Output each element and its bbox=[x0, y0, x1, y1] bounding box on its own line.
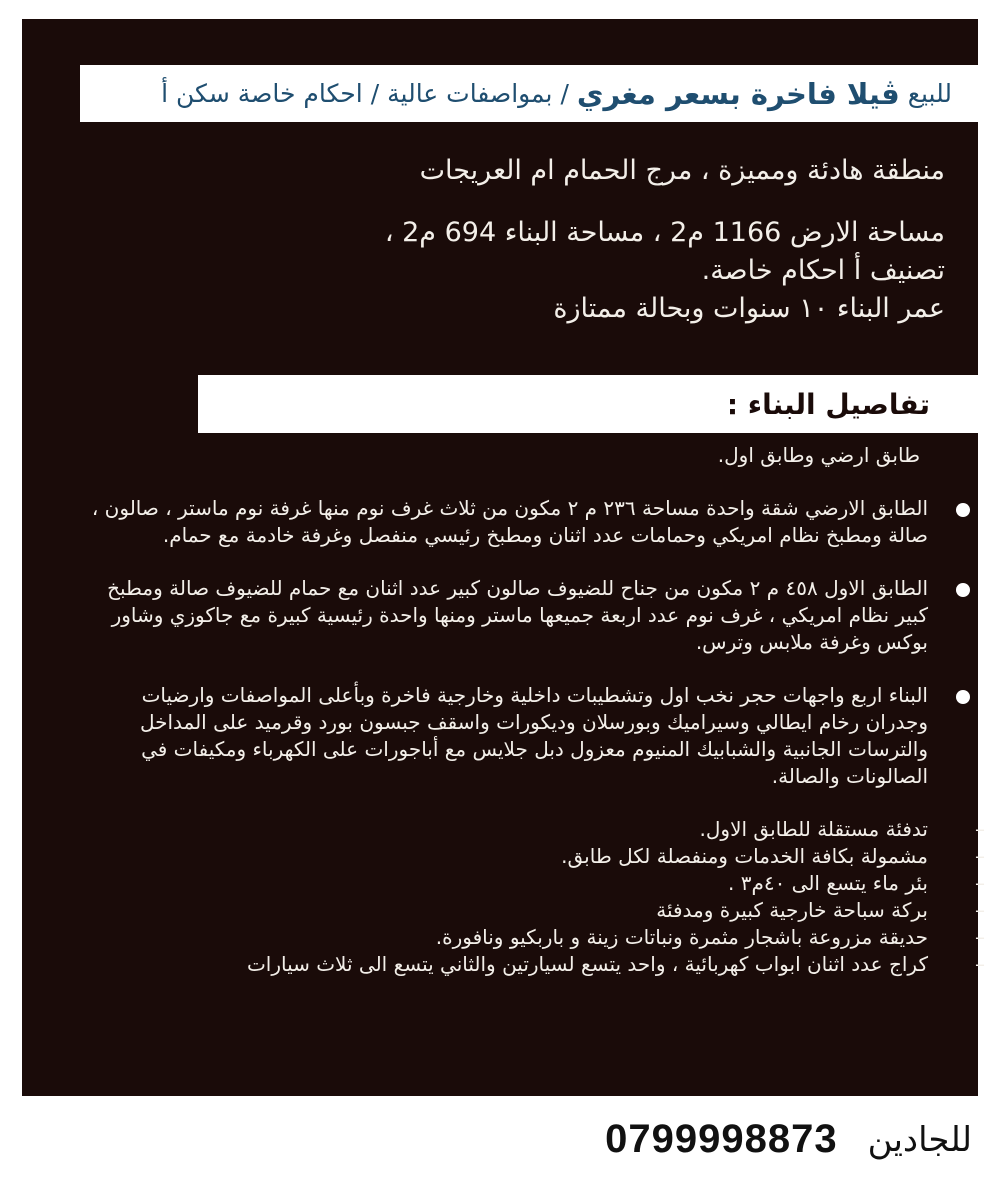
feature-item bbox=[78, 897, 985, 924]
dash-icon: – bbox=[975, 898, 985, 922]
feature-text: مشمولة بكافة الخدمات ومنفصلة لكل طابق. bbox=[561, 844, 928, 868]
feature-item bbox=[78, 951, 985, 978]
floors-lead: طابق ارضي وطابق اول. bbox=[717, 443, 920, 467]
dash-icon: – bbox=[975, 952, 985, 976]
classification-text: تصنيف أ احكام خاصة. bbox=[701, 255, 945, 286]
features-list bbox=[78, 816, 985, 978]
bullet-text: الطابق الارضي شقة واحدة مساحة ٢٣٦ م ٢ مكون من ثلاث غرف نوم منها غرفة نوم ماستر ، صالون ، صالة ومطبخ نظام امريكي وحمامات عدد اثنان ومطبخ رئيسي منفصل وغرفة خادمة مع حمام. bbox=[91, 496, 928, 547]
bullet-item bbox=[78, 682, 928, 790]
dash-icon: – bbox=[975, 817, 985, 841]
phone-number[interactable]: 0799998873 bbox=[605, 1117, 838, 1161]
feature-text: كراج عدد اثنان ابواب كهربائية ، واحد يتسع لسيارتين والثاني يتسع الى ثلاث سيارات bbox=[246, 952, 928, 976]
feature-item bbox=[78, 924, 985, 951]
age-text: عمر البناء ١٠ سنوات وبحالة ممتازة bbox=[553, 293, 945, 324]
bullet-text: الطابق الاول ٤٥٨ م ٢ مكون من جناح للضيوف صالون كبير عدد اثنان مع حمام للضيوف صالة ومطبخ كبير نظام امريكي ، غرف نوم عدد اربعة جميعها ماستر ومنها واحدة رئيسية كبيرة مع جاكوزي وشاور بوكس وغرفة ملابس وترس. bbox=[107, 576, 928, 654]
contact-label: للجادين bbox=[867, 1119, 972, 1160]
feature-item bbox=[78, 816, 985, 843]
title-highlight: ڤيلا فاخرة بسعر مغري bbox=[576, 76, 900, 111]
feature-text: بركة سباحة خارجية كبيرة ومدفئة bbox=[656, 898, 928, 922]
title-separator: / bbox=[560, 79, 569, 108]
dash-icon: – bbox=[975, 925, 985, 949]
contact-footer bbox=[605, 1117, 972, 1162]
feature-text: حديقة مزروعة باشجار مثمرة ونباتات زينة و باربكيو ونافورة. bbox=[435, 925, 928, 949]
title-separator: / bbox=[370, 79, 380, 108]
bullet-text: البناء اربع واجهات حجر نخب اول وتشطيبات داخلية وخارجية فاخرة وبأعلى المواصفات وارضيات وجدران رخام ايطالي وسيراميك وبورسلان وديكورات واسقف جبسون بورد وقرميد على المداخل والترسات الجانبية والشبابيك المنيوم معزول دبل جلايس مع أباجورات على الكهرباء ومكيفات في الصالونات والصالة. bbox=[139, 683, 928, 788]
location-text: منطقة هادئة ومميزة ، مرج الحمام ام العريجات bbox=[419, 155, 945, 186]
bullet-dot-icon bbox=[956, 503, 970, 517]
bullet-dot-icon bbox=[956, 583, 970, 597]
feature-item bbox=[78, 870, 985, 897]
title-spec: بمواصفات عالية bbox=[387, 79, 553, 108]
dash-icon: – bbox=[975, 844, 985, 868]
title-prefix: للبيع bbox=[907, 79, 952, 108]
details-block bbox=[78, 442, 985, 978]
feature-text: بئر ماء يتسع الى ٤٠م٣ . bbox=[727, 871, 928, 895]
bullet-item bbox=[78, 575, 928, 656]
section-heading: تفاصيل البناء : bbox=[726, 387, 930, 421]
areas-text: مساحة الارض 1166 م2 ، مساحة البناء 694 م2 ، bbox=[384, 217, 945, 248]
bullet-dot-icon bbox=[956, 690, 970, 704]
title-bar bbox=[80, 65, 978, 122]
title-zoning: احكام خاصة سكن أ bbox=[161, 79, 363, 108]
dash-icon: – bbox=[975, 871, 985, 895]
intro-block bbox=[245, 152, 945, 328]
section-heading-bar bbox=[198, 375, 1000, 433]
feature-text: تدفئة مستقلة للطابق الاول. bbox=[699, 817, 928, 841]
feature-item bbox=[78, 843, 985, 870]
bullet-item bbox=[78, 495, 928, 549]
